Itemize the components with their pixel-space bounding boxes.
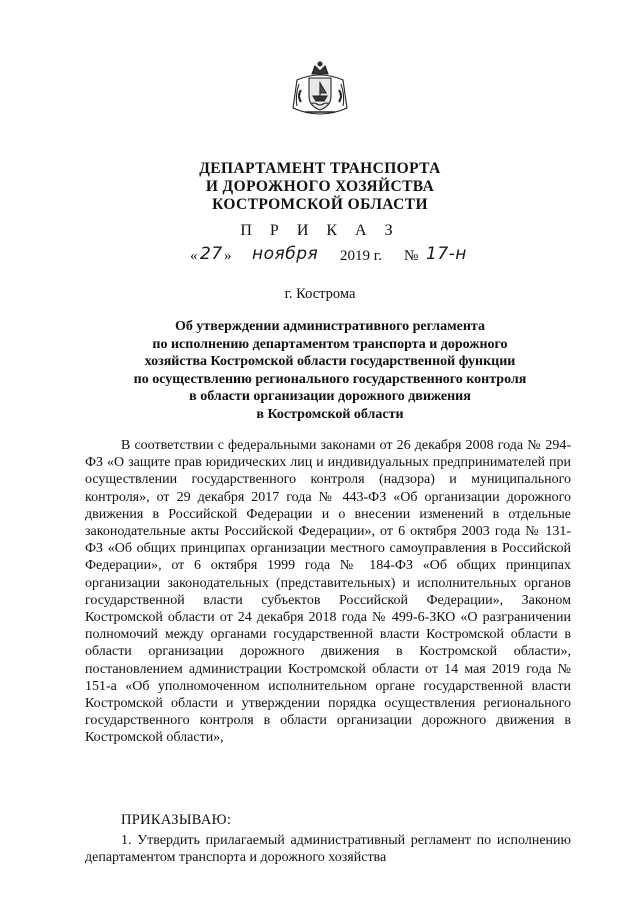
order-number-handwritten: 17-н	[426, 244, 467, 264]
title-line-4: по осуществлению регионального государственного контроля	[133, 371, 527, 387]
date-number-line	[190, 244, 490, 270]
preamble-paragraph: В соответствии с федеральными законами от 26 декабря 2008 года № 294-ФЗ «О защите прав юридических лиц и индивидуальных предпринимателей при осуществлении государственного контроля (надзора) и муниципального контроля», от 29 декабря 2017 года № 443-ФЗ «Об организации дорожного движения в Российской Федерации и о внесении изменений в отдельные законодательные акты Российской Федерации», от 6 октября 2003 года № 131-ФЗ «Об общих принципах организации местного самоуправления в Российской Федерации», от 6 октября 1999 года № 184-ФЗ «Об общих принципах организации законодательных (представительных) и исполнительных органов государственной власти субъектов Российской Федерации», Законом Костромской области от 24 декабря 2018 года № 499-6-ЗКО «О разграничении полномочий между органами государственной власти Костромской области в области организации дорожного движения в Костромской области», постановлением администрации Костромской области от 14 мая 2019 года № 151-а «Об уполномоченном исполнительном органе государственной власти Костромской области и утверждении порядка осуществления регионального государственного контроля в области организации дорожного движения в Костромской области»,	[85, 438, 571, 746]
order-item-1: 1. Утвердить прилагаемый административный регламент по исполнению департаментом транспорта и дорожного хозяйства	[85, 833, 571, 866]
number-sign: №	[404, 248, 419, 264]
department-line-3: КОСТРОМСКОЙ ОБЛАСТИ	[212, 196, 428, 213]
title-line-3: хозяйства Костромской области государственной функции	[144, 354, 516, 370]
date-day-handwritten: 27	[200, 244, 223, 264]
date-year: 2019 г.	[340, 248, 382, 264]
date-open-quote: «	[190, 248, 198, 264]
document-title	[100, 318, 560, 424]
city: г. Кострома	[284, 286, 356, 302]
title-line-5: в области организации дорожного движения	[189, 389, 471, 405]
title-line-1: Об утверждении административного регламента	[175, 319, 485, 334]
title-line-2: по исполнению департаментом транспорта и дорожного	[152, 336, 508, 352]
date-close-quote: »	[224, 248, 232, 264]
date-month-handwritten: ноября	[252, 244, 319, 264]
coat-of-arms-icon	[287, 60, 353, 122]
title-line-6: в Костромской области	[256, 406, 404, 422]
document-type: П Р И К А З	[240, 222, 400, 239]
department-line-1: ДЕПАРТАМЕНТ ТРАНСПОРТА	[199, 160, 441, 177]
department-name	[0, 160, 640, 214]
department-line-2: И ДОРОЖНОГО ХОЗЯЙСТВА	[205, 178, 435, 195]
order-word: ПРИКАЗЫВАЮ:	[121, 812, 232, 828]
